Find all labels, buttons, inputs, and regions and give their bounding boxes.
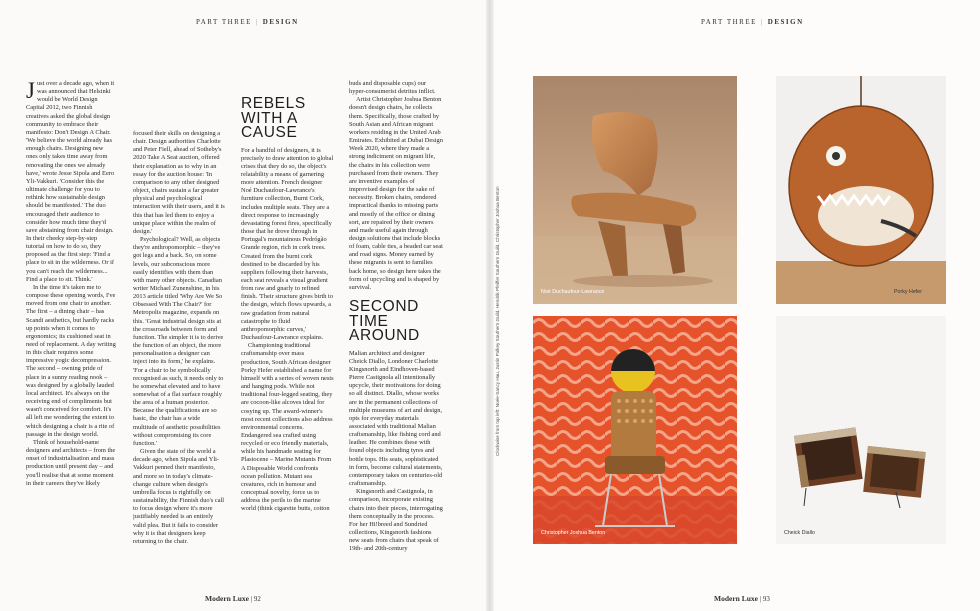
paragraph: Championing traditional craftsmanship over mass production, South African designer Porky Hefer established a name for himself with a series of woven nests and hanging pods. While not traditional four-legged seating, they are cocoon-like alcoves ideal for cosying up. The award-winner's most recent collections also address environmental concerns. Endangered sea crafted using recycled or eco friendly materials, while his handmade seating for Plastocene – Marine Mutants From A Disposable World confronts ocean pollution. Mutant sea creatures, rich in humour and conceptual novelty, force us to address the perils to the marine world (think cigarette butts, cotton: [241, 342, 334, 513]
spine-gutter: [486, 0, 494, 611]
cork-chair-illustration: [533, 76, 737, 304]
section-name: DESIGN: [767, 18, 804, 26]
page-number: 92: [253, 595, 261, 603]
folio-left: Modern Luxe | 92: [205, 594, 261, 603]
photo-caption: Porky Hefer: [894, 289, 922, 295]
article-column-2: [133, 130, 225, 550]
magazine-name: Modern Luxe: [205, 594, 249, 603]
magazine-name: Modern Luxe: [714, 594, 758, 603]
page-number: 93: [762, 595, 770, 603]
folio-right: Modern Luxe | 93: [714, 594, 770, 603]
paragraph: In the time it's taken me to compose these opening words, I've moved from one chair to another. The first – a dining chair – has Scandi aesthetics, but hardly racks up points when it comes to ergonomics; its cushioned seat in need of replacement. A day writing in this chair requires some impressive yogic decompression. The second – owning pride of place in a sunny reading nook – was designed by a globally lauded local architect. It's always on the receiving end of compliments but wasn't conceived for comfort. It's all left me wondering the extent to which designing a chair is a rite of passage in the design world.: [26, 283, 116, 438]
photo-caption: Noé Duchaufour-Lawrance: [541, 289, 605, 295]
photo-cork-chair: [533, 76, 737, 304]
diallo-chairs-illustration: [776, 316, 946, 544]
photo-diallo-chairs: [776, 316, 946, 544]
paragraph: focused their skills on designing a chair. Design authorities Charlotte and Peter Fiell, ahead of Sotheby's 2020 Take A Seat auction, offered their explanation as to why in an essay for the auction house: 'In comparison to any other designed object, chairs sustain a far greater physical and psychological interaction with their users, and it is this that has led them to enjoy a unique place within the realm of design.': [133, 130, 225, 235]
paragraph: Malian architect and designer Cheick Diallo, Londoner Charlotte Kingsnorth and Eindhoven-based Pierre Castignola all intentionally upcycle, their motivations for doing so all distinct. Diallo, whose works are in the permanent collections of multiple museums of art and design, opts for everyday materials associated with traditional Malian craftsmanship, like fishing cord and leather. He combines these with found objects including tyres and bottle tops. His seats, sophisticated in form, become cultural statements, contemporary takes on centuries-old craftsmanship.: [349, 349, 443, 488]
section-label: PART THREE: [701, 18, 757, 26]
article-column-3: [241, 97, 334, 577]
hanging-pod-illustration: [776, 76, 946, 304]
section-headline: REBELS WITH A CAUSE: [241, 97, 306, 141]
right-page: [490, 0, 980, 611]
photo-credits: Clockwise from top left: Noée-Sancy Hau, Justin Polkey Southern Guild, Hendrik Pfeiffer Southern Guild, Christopher Joshua Benton: [495, 186, 500, 456]
paragraph: Given the state of the world a decade ago, when Sipola and Yli-Vakkuri penned their manifesto, and more so in today's climate-change culture when design's umbrella focus is rightfully on sustainability, the Finnish duo's call to focus design where it's more justifiably needed is an entirely valid plea. But it fails to consider why it is that designers keep returning to the chair.: [133, 448, 225, 545]
running-head-right: PART THREE | DESIGN: [701, 18, 804, 26]
photo-caption: Christopher Joshua Benton: [541, 530, 606, 536]
photo-hanging-pod: [776, 76, 946, 304]
paragraph-text: ust over a decade ago, when it was announced that Helsinki would be World Design Capital 2012, two Finnish creatives asked the global design community to embrace their manifesto: Don't Design A Chair. 'We believe the world already has enough chairs. Designing new ones only takes time away from renovating the ones we already have,' wrote Jesse Sipola and Eero Yli-Vakkuri. 'Consider this the ultimate challenge for you to rethink how sustainable design should be manifested.' The duo encouraged their audience to consider how much time they'd save abstaining from chair design. In their cheeky step-by-step tutorial on how to do so, they proposed as the first step: 'Find a place to sit in the wilderness. Or if you can't reach the wilderness... Find a place to sit. Think.': [26, 80, 115, 283]
beaded-chair-illustration: [533, 316, 737, 544]
section-name: DESIGN: [262, 18, 299, 26]
paragraph: buds and disposable cups) our hyper-consumerist detritus inflict.: [349, 80, 436, 96]
section-label: PART THREE: [196, 18, 252, 26]
paragraph: Artist Christopher Joshua Benton doesn't design chairs, he collects them. Specifically, those crafted by South Asian and African migrant workers residing in the United Arab Emirates. Exhibited at Dubai Design Week 2020, where they made a strong indictment on migrant life, the chairs in his collection were purchased from their owners. They are inventive examples of improvised design for the sake of necessity. Broken chairs, rendered impractical thanks to missing parts and mostly of the office or dining sort, are repaired by their owners and made useful again through design solutions that include blocks of foam, cable ties, a beaded car seat and road signs. Money earned by these migrants is sent to families back home, so design here takes the form of upcycling and is shaped by survival.: [349, 96, 443, 291]
photo-caption: Cheick Diallo: [784, 530, 815, 536]
section-headline: SECOND TIME AROUND: [349, 298, 420, 345]
paragraph: Think of household-name designers and architects – from the onset of industrialisation and mass production until present day – and you'll realise that at some moment in their careers they've likely: [26, 438, 116, 487]
running-head-left: PART THREE | DESIGN: [196, 18, 299, 26]
article-column-1: [26, 80, 116, 510]
photo-beaded-chair: [533, 316, 737, 544]
drop-cap: J: [26, 80, 35, 103]
paragraph: Kingsnorth and Castignola, in comparison, incorporate existing chairs into their pieces, interrogating them conceptually in the process. For her Hi!breed and Sundried collections, Kingsnorth fashions new seats from chairs that speak of 19th- and 20th-century: [349, 488, 443, 553]
paragraph: [26, 80, 116, 284]
paragraph: For a handful of designers, it is precisely to draw attention to global crises that they do so, the object's relatability a means of garnering more attention. French designer Noé Duchaufour-Lawrance's furniture collection, Burnt Cork, includes multiple seats. They are a direct response to increasingly devastating forest fires, specifically those that he drove through in Portugal's mountainous Pedrógão Grande region, rich in cork trees. Created from the burnt cork destined to be discarded by his suppliers following their harvests, each seat reveals a visual gradient from raw and gnarly to refined finish. 'Their structure gives birth to the design, which flows upwards, a raw gradation from natural catastrophe to fluid anthropomorphic curves,' Duchaufour-Lawrance explains.: [241, 146, 334, 342]
paragraph: Psychological? Well, as objects they're anthropomorphic – they've got legs and a back. So, on some levels, our subconscious more easily identifies with them than with many other objects. Canadian writer Michael Zunenshine, in his 2013 article titled 'Why Are We So Obsessed With The Chair?' for Metropolis magazine, expands on this. 'Great industrial design sits at the crossroads between form and function. The simpler it is to derive the function of an object, the more personalisation a designer can inject into its form,' he explains. 'For a chair to be symbolically recognised as such, it needs only to be somewhat elevated and to have somewhat of a flat surface roughly the area of a human posterior. Because the qualifications are so basic, the chair has a wide multitude of aesthetic possibilities without compromising its core function.': [133, 236, 224, 447]
article-column-4: [349, 80, 443, 585]
